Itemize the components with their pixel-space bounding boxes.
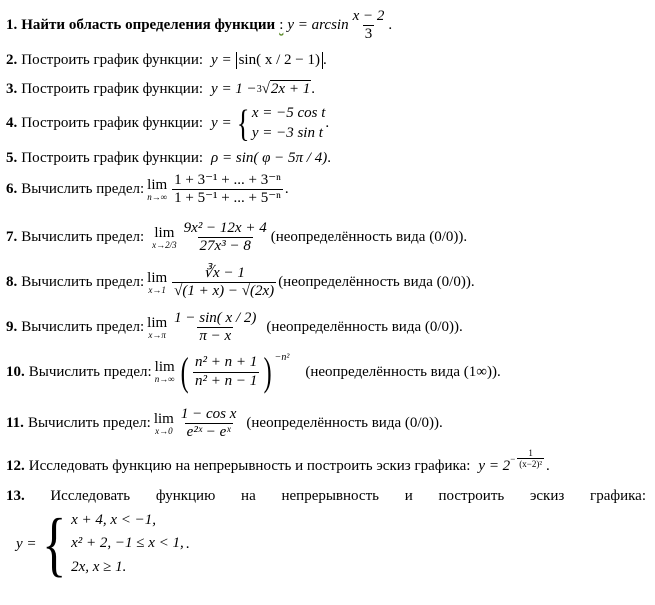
formula-lhs: y = 1 − [211,80,257,97]
task-text: Вычислить предел: [21,229,145,246]
period: . [325,115,330,131]
equation-y: y = −3 sin t [251,124,323,141]
case-2: x² + 2, −1 ≤ x < 1, [71,535,184,552]
task-note: (неопределённость вида (0/0)). [270,229,468,246]
task-note: (неопределённость вида (1∞)). [305,363,501,380]
lim-label: lim [154,359,175,375]
lim-label: lim [153,410,174,427]
formula: ρ = sin( φ − 5π / 4) [211,150,328,166]
exponent: −n² [274,352,290,363]
task-5 [6,150,331,167]
task-12 [6,448,550,475]
fraction [172,265,276,301]
root-index: 3 [256,83,262,95]
task-text: Построить график функции: [21,80,204,97]
fraction [172,310,258,346]
limit-op [152,226,177,250]
task-10 [6,349,501,394]
formula-lhs: y = 2 [478,458,511,474]
left-brace: { [41,504,66,584]
lim-label: lim [147,314,168,331]
task-text: Исследовать функцию на непрерывность и построить эскиз графика: [50,488,646,504]
task-text: Вычислить предел: [21,274,145,291]
numerator: 1 − sin( x / 2) [174,310,257,326]
task-number: 5. [6,150,18,166]
task-11 [6,406,443,442]
period: . [327,150,331,166]
limit-op [147,178,167,202]
task-text: Построить график функции: [21,52,204,68]
task-number: 1. [6,17,18,34]
period: . [546,458,550,474]
task-3: 3. Построить график функции: y = 1 − 3 √ 2x + 1 . [6,80,315,97]
task-text: Исследовать функцию на непрерывность и построить эскиз графика: [28,458,471,474]
exponent [510,448,546,470]
numerator: 1 − cos x [180,406,237,422]
denominator: π − x [199,328,232,345]
fraction [172,172,283,208]
fraction [193,354,259,390]
task-4 [6,104,329,143]
lim-sub: x→π [148,329,166,340]
right-paren: ) [263,349,272,394]
lim-label: lim [147,269,168,286]
lim-label: lim [147,176,168,193]
denominator: 1 + 5⁻¹ + ... + 5⁻ⁿ [174,190,281,207]
lim-sub: n→∞ [154,374,175,384]
task-13 [6,488,646,505]
numerator: ∛x − 1 [203,265,245,281]
formula-lhs: y = [16,535,37,552]
task-2 [6,52,327,69]
lim-label: lim [154,224,175,241]
task-1 [6,8,392,44]
task-number: 7. [6,229,18,246]
period: . [284,181,289,198]
task-13-formula [16,504,190,584]
period: . [185,535,190,552]
lim-sub: x→0 [155,425,173,436]
equation-x: x = −5 cos t [251,105,326,121]
limit-op [147,271,167,295]
task-number: 11. [6,415,24,432]
task-text: Найти область определения функции [21,17,276,34]
period: . [311,80,315,97]
abs-expression: sin( x / 2 − 1) [236,52,323,69]
fraction [351,8,387,44]
task-6 [6,172,289,208]
colon-mark: : [279,17,284,34]
numerator: n² + n + 1 [195,354,258,371]
numerator: x − 2 [352,8,385,24]
task-number: 4. [6,115,18,131]
left-paren: ( [180,349,189,394]
task-note: (неопределённость вида (0/0)). [266,319,463,336]
lim-sub: x→1 [148,284,166,295]
case-3: 2x, x ≥ 1. [71,558,127,575]
numerator: 9x² − 12x + 4 [183,220,267,236]
formula-lhs: y = [211,115,232,131]
task-number: 6. [6,181,18,198]
denominator: e²ˣ − eˣ [186,424,231,441]
limit-op [147,316,167,340]
task-number: 9. [6,319,18,336]
denominator: n² + n − 1 [195,372,258,389]
task-text: Вычислить предел: [27,415,151,432]
limit-op [155,360,175,384]
denominator: (x−2)² [519,459,543,470]
task-number: 8. [6,274,18,291]
task-note: (неопределённость вида (0/0)). [246,415,443,432]
left-brace: { [236,102,250,145]
period: . [322,52,327,68]
limit-op [154,412,174,436]
task-text: Вычислить предел: [28,363,152,380]
task-9 [6,310,463,346]
fraction [179,406,239,442]
formula-lhs: y = arcsin [287,17,349,34]
task-7 [6,220,467,256]
case-1: x + 4, x < −1, [71,512,157,529]
radicand: 2x + 1 [270,81,311,97]
task-8 [6,265,475,301]
task-text: Вычислить предел: [21,319,145,336]
task-number: 3. [6,80,18,97]
task-number: 13. [6,488,25,504]
task-text: Построить график функции: [21,150,204,166]
fraction [182,220,269,256]
task-note: (неопределённость вида (0/0)). [278,274,475,291]
task-text: Построить график функции: [21,115,204,131]
numerator: 1 + 3⁻¹ + ... + 3⁻ⁿ [174,172,281,188]
task-number: 10. [6,363,25,380]
denominator: 3 [364,26,373,43]
task-number: 12. [6,458,25,474]
denominator: √(1 + x) − √(2x) [174,283,275,300]
exp-fraction [517,448,544,470]
period: . [388,17,393,34]
piecewise-system [71,509,184,579]
exp-sign: − [510,453,516,464]
lim-sub: x→2/3 [152,239,177,250]
numerator: 1 [528,448,533,458]
formula-lhs: y = [211,52,232,68]
task-number: 2. [6,52,18,68]
task-text: Вычислить предел: [21,181,145,198]
parametric-system [252,104,326,143]
denominator: 27x³ − 8 [199,238,251,255]
lim-sub: n→∞ [147,191,168,202]
